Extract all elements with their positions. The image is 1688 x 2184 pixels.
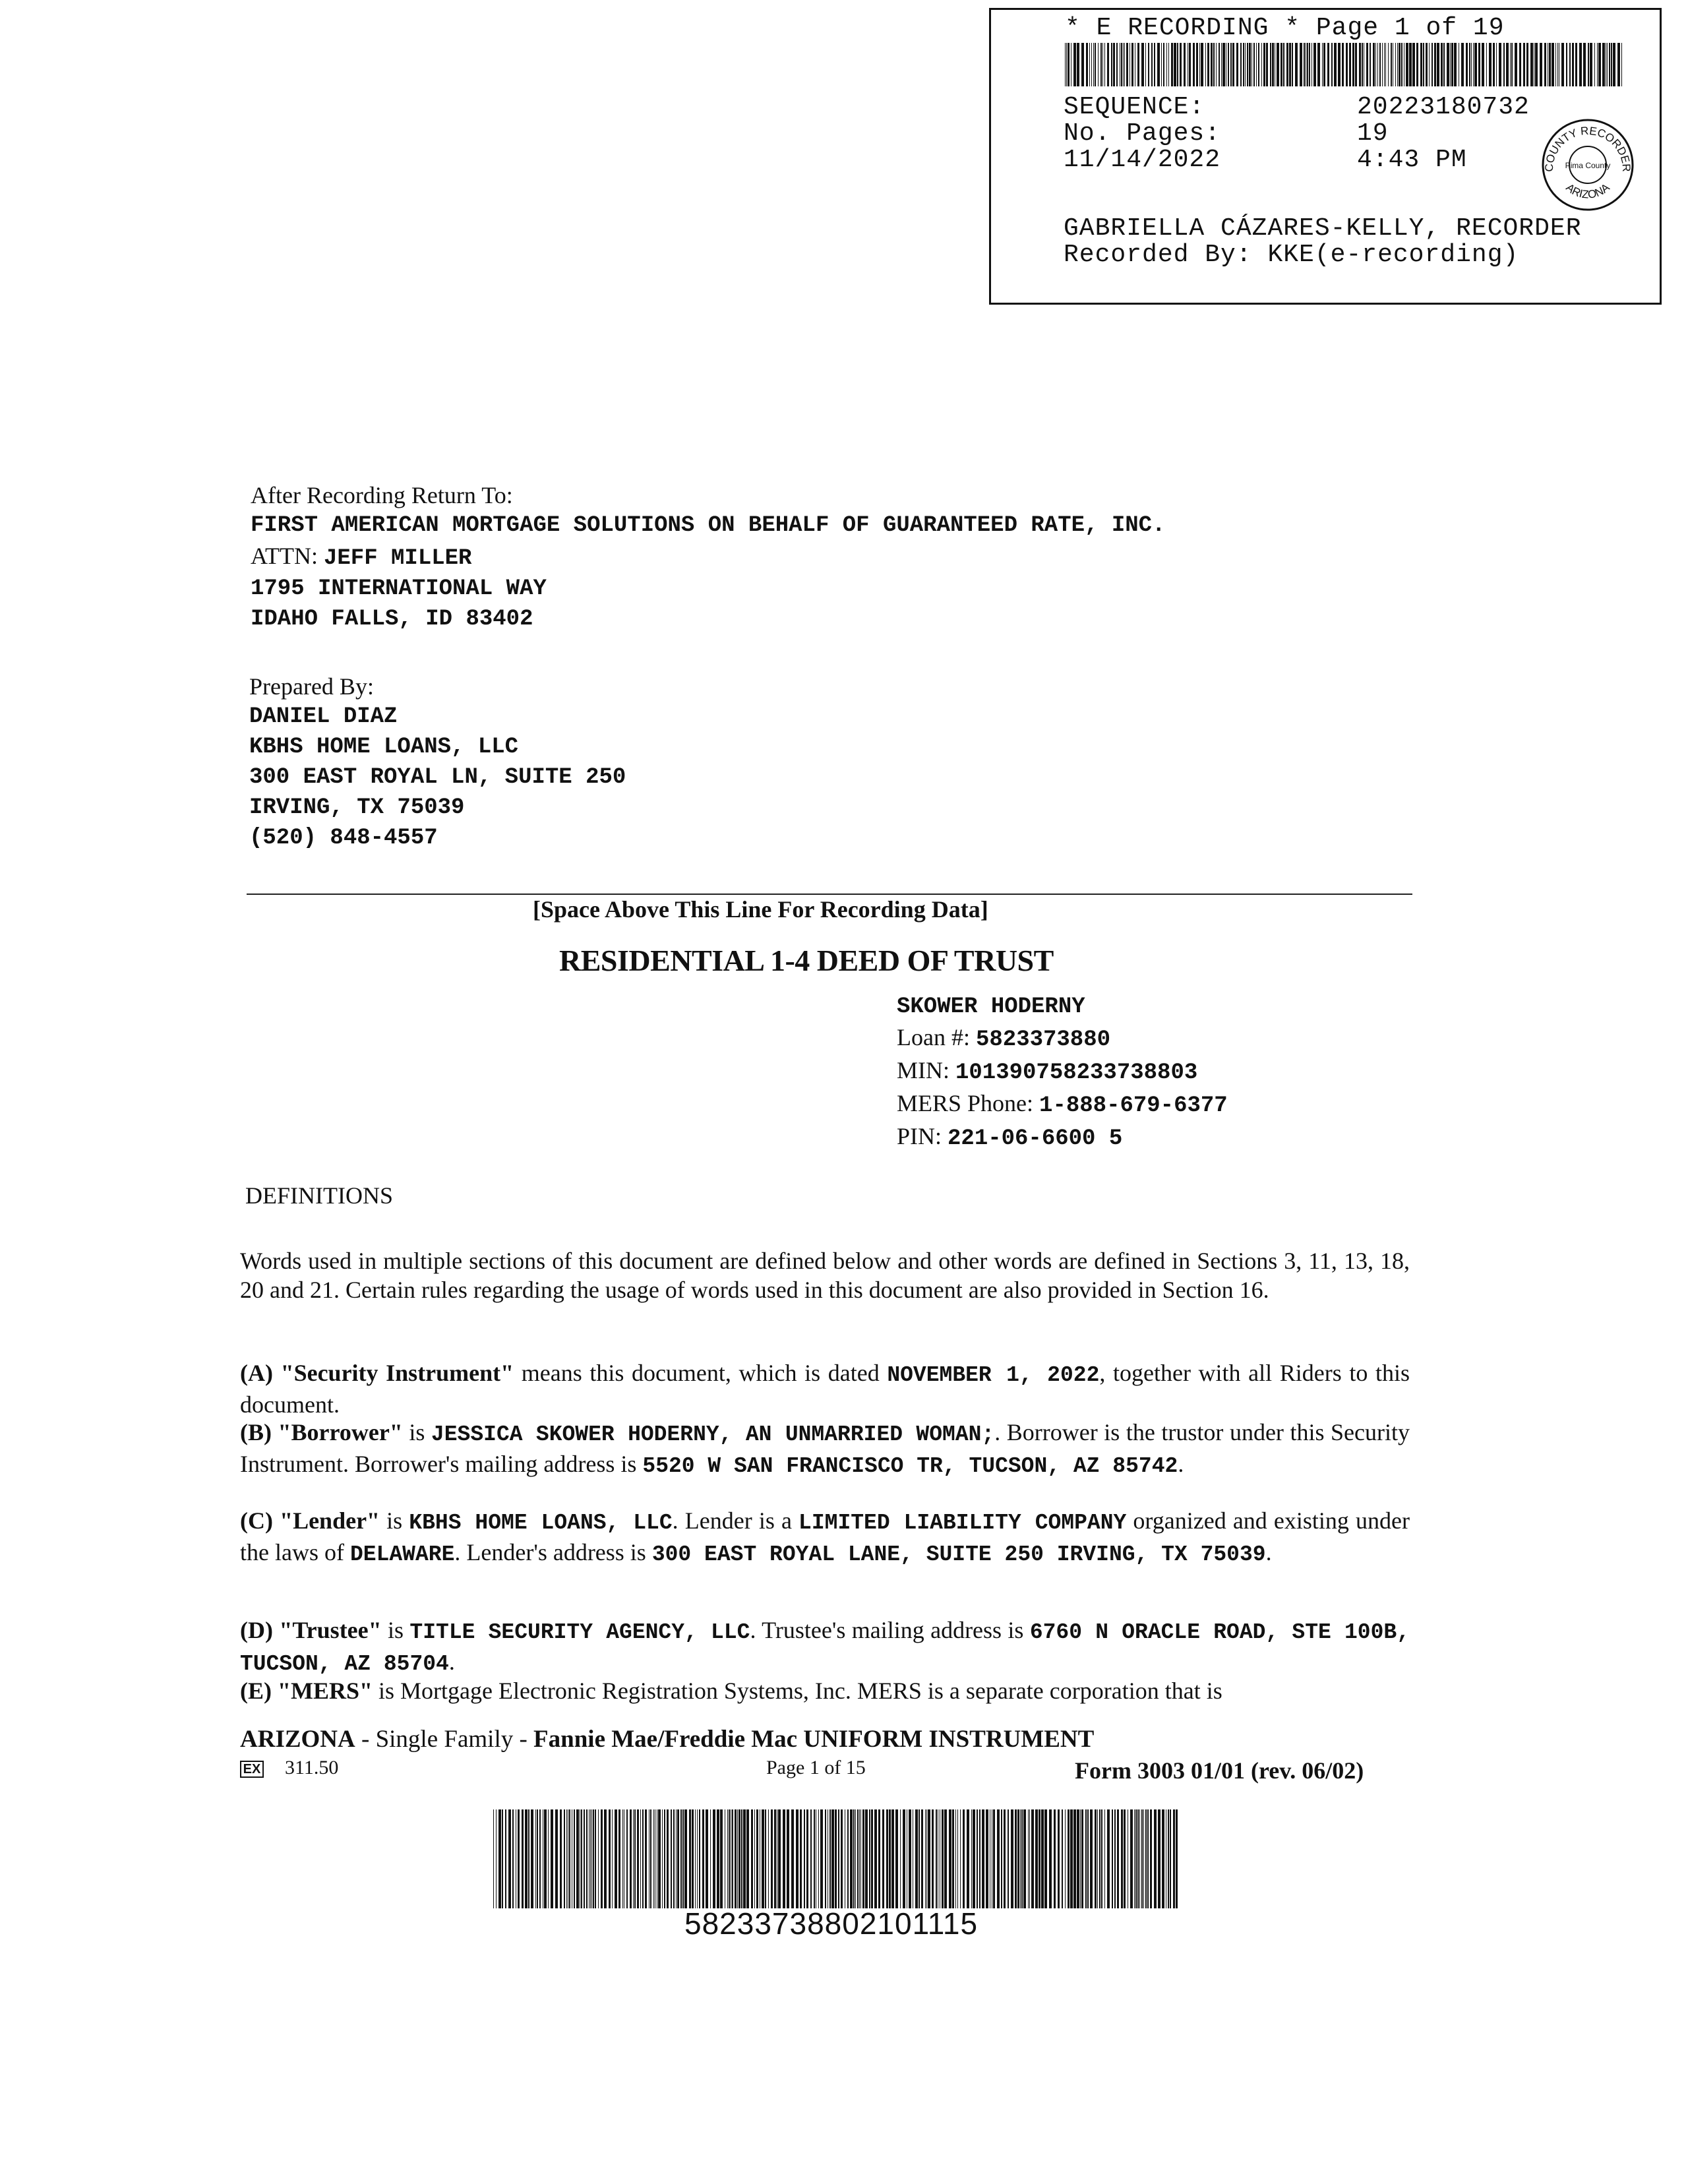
definition-c-text-2: . Lender is a [672, 1507, 799, 1534]
definition-e [240, 1676, 1410, 1705]
sequence-value: 20223180732 [1357, 93, 1530, 121]
lender-entity-type: LIMITED LIABILITY COMPANY [799, 1511, 1127, 1535]
document-barcode [493, 1809, 1180, 1908]
loan-number-row [897, 1022, 1228, 1055]
definition-a-label: (A) "Security Instrument" [240, 1360, 514, 1386]
return-to-city: IDAHO FALLS, ID 83402 [251, 607, 533, 632]
footer-agency: Fannie Mae/Freddie Mac UNIFORM INSTRUMENT [533, 1726, 1095, 1753]
preparer-street: 300 EAST ROYAL LN, SUITE 250 [249, 765, 626, 790]
borrower-address: 5520 W SAN FRANCISCO TR, TUCSON, AZ 85742 [642, 1454, 1178, 1478]
definition-c-text-3: organized and existing under the laws of [240, 1507, 1410, 1565]
preparer-company: KBHS HOME LOANS, LLC [249, 735, 519, 760]
loan-info-block [897, 992, 1228, 1154]
min-number: 101390758233738803 [955, 1060, 1198, 1085]
trustee-address: 6760 N ORACLE ROAD, STE 100B, TUCSON, AZ 85704 [240, 1620, 1410, 1676]
definition-d [240, 1616, 1410, 1679]
ellie-mae-logo-icon: EX [240, 1761, 264, 1778]
document-title: RESIDENTIAL 1-4 DEED OF TRUST [559, 944, 1054, 977]
loan-borrower-name: SKOWER HODERNY [897, 994, 1085, 1019]
definition-c-text-end: . [1265, 1539, 1272, 1565]
recording-date: 11/14/2022 [1064, 146, 1221, 174]
mers-phone-row [897, 1088, 1228, 1121]
definition-d-text: is [381, 1617, 410, 1643]
footer-state: ARIZONA [240, 1726, 355, 1753]
min-label: MIN: [897, 1057, 950, 1083]
definition-b-text: is [402, 1419, 431, 1445]
trustee-name: TITLE SECURITY AGENCY, LLC [409, 1620, 750, 1645]
definition-a-text: means this document, which is dated [514, 1360, 888, 1386]
attn-name: JEFF MILLER [324, 546, 472, 571]
return-to-street: 1795 INTERNATIONAL WAY [251, 576, 547, 601]
pages-value: 19 [1357, 119, 1389, 148]
footer-form-code: 311.50 [285, 1757, 339, 1778]
footer-form-title [240, 1725, 1094, 1753]
recorder-name: GABRIELLA CÁZARES-KELLY, RECORDER [1064, 214, 1582, 243]
footer-page-number: Page 1 of 15 [766, 1757, 866, 1778]
lender-name: KBHS HOME LOANS, LLC [409, 1511, 673, 1535]
definition-b-label: (B) "Borrower" [240, 1419, 403, 1445]
mers-phone: 1-888-679-6377 [1039, 1093, 1228, 1118]
seal-top-text: COUNTY RECORDER [1542, 124, 1633, 172]
pin-number: 221-06-6600 5 [948, 1126, 1123, 1151]
space-above-note: [Space Above This Line For Recording Data] [533, 896, 988, 923]
definition-a-text-end: , together with all Riders to this document. [240, 1360, 1410, 1418]
definition-d-label: (D) "Trustee" [240, 1617, 382, 1643]
definition-c-text-4: . Lender's address is [454, 1539, 652, 1565]
pin-row [897, 1121, 1228, 1154]
recorded-by: Recorded By: KKE(e-recording) [1064, 241, 1519, 269]
definition-b [240, 1418, 1410, 1481]
footer-form-number: Form 3003 01/01 (rev. 06/02) [1075, 1757, 1364, 1784]
recording-barcode [1065, 43, 1625, 86]
loan-number-label: Loan #: [897, 1024, 970, 1050]
recording-time: 4:43 PM [1357, 146, 1467, 174]
pages-label: No. Pages: [1064, 119, 1221, 148]
seal-bottom-text: ARIZONA [1563, 181, 1612, 201]
preparer-name: DANIEL DIAZ [249, 704, 398, 729]
definition-e-text: is Mortgage Electronic Registration Systems, Inc. MERS is a separate corporation that is [372, 1678, 1222, 1704]
return-to-company: FIRST AMERICAN MORTGAGE SOLUTIONS ON BEHALF OF GUARANTEED RATE, INC. [251, 513, 1166, 538]
definition-d-text-end: . [448, 1649, 455, 1675]
footer-separator: - Single Family - [355, 1726, 534, 1753]
lender-state: DELAWARE [349, 1542, 455, 1567]
borrower-name: JESSICA SKOWER HODERNY, AN UNMARRIED WOMAN; [431, 1422, 995, 1447]
security-instrument-date: NOVEMBER 1, 2022 [887, 1363, 1100, 1387]
return-to-block [251, 480, 1165, 634]
preparer-phone: (520) 848-4557 [249, 826, 438, 851]
loan-number: 5823373880 [975, 1027, 1111, 1052]
definition-a [240, 1358, 1410, 1419]
return-to-attn [251, 541, 1165, 574]
definition-c-text: is [380, 1507, 409, 1534]
barcode-number: 58233738802101115 [684, 1906, 979, 1941]
preparer-city: IRVING, TX 75039 [249, 795, 465, 820]
attn-label: ATTN: [251, 543, 318, 569]
definition-e-label: (E) "MERS" [240, 1678, 373, 1704]
definition-b-text-end: . [1178, 1451, 1184, 1477]
definition-c [240, 1506, 1410, 1569]
recording-header: * E RECORDING * Page 1 of 19 [1065, 14, 1505, 42]
prepared-by-block [249, 671, 626, 853]
county-recorder-seal [1538, 115, 1637, 214]
mers-phone-label: MERS Phone: [897, 1090, 1034, 1116]
min-row [897, 1055, 1228, 1088]
definition-d-text-mid: . Trustee's mailing address is [750, 1617, 1030, 1643]
lender-address: 300 EAST ROYAL LANE, SUITE 250 IRVING, TX 75039 [651, 1542, 1266, 1567]
definitions-intro: Words used in multiple sections of this document are defined below and other words are defined in Sections 3, 11, 13, 18, 20 and 21. Certain rules regarding the usage of words used in this document are also provided in Section 16. [240, 1248, 1410, 1303]
recording-stamp [989, 8, 1662, 305]
definitions-heading: DEFINITIONS [245, 1182, 393, 1209]
definition-c-label: (C) "Lender" [240, 1507, 380, 1534]
recording-data-divider [247, 894, 1412, 895]
return-to-label: After Recording Return To: [251, 482, 513, 508]
prepared-by-label: Prepared By: [249, 673, 374, 700]
seal-center-text: Pima County [1565, 161, 1611, 170]
pin-label: PIN: [897, 1123, 942, 1149]
sequence-label: SEQUENCE: [1064, 93, 1205, 121]
definition-b-text-mid: . Borrower is the trustor under this Security Instrument. Borrower's mailing address is [240, 1419, 1410, 1477]
